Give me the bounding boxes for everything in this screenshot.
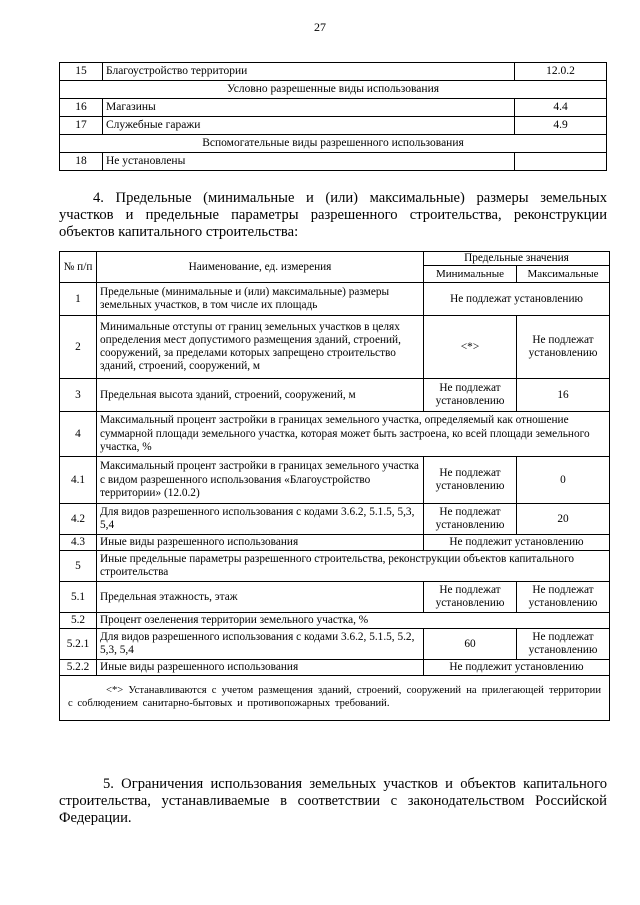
param-name: Для видов разрешенного использования с кодами 3.6.2, 5.1.5, 5,3, 5,4 xyxy=(97,504,424,535)
param-min: Не подлежат установлению xyxy=(424,457,517,504)
row-number: 1 xyxy=(60,283,97,316)
table-row xyxy=(60,316,610,379)
row-number: 3 xyxy=(60,379,97,412)
permitted-uses-table xyxy=(59,62,607,171)
param-value: Не подлежит установлению xyxy=(424,535,610,551)
use-name: Не установлены xyxy=(103,153,515,171)
use-code: 4.9 xyxy=(515,117,607,135)
section-row xyxy=(60,135,607,153)
parameters-table xyxy=(59,251,610,721)
param-max: Не подлежат установлению xyxy=(517,316,610,379)
param-name: Предельная этажность, этаж xyxy=(97,582,424,613)
param-name: Предельные (минимальные и (или) максимальные) размеры земельных участков, в том числе их площадь xyxy=(97,283,424,316)
table-row xyxy=(60,457,610,504)
param-name: Максимальный процент застройки в границах земельного участка с видом разрешенного использования «Благоустройство территории» (12.0.2) xyxy=(97,457,424,504)
header-row xyxy=(60,252,610,266)
param-min: Не подлежат установлению xyxy=(424,379,517,412)
param-min: Не подлежат установлению xyxy=(424,504,517,535)
table-row xyxy=(60,153,607,171)
param-value: Не подлежат установлению xyxy=(424,283,610,316)
param-name: Минимальные отступы от границ земельных участков в целях определения мест допустимого размещения зданий, строений, сооружений, за пределами которых запрещено строительство зданий, строений, сооружений, м xyxy=(97,316,424,379)
section-row xyxy=(60,81,607,99)
row-number: 17 xyxy=(60,117,103,135)
param-name: Предельная высота зданий, строений, сооружений, м xyxy=(97,379,424,412)
section-title: Вспомогательные виды разрешенного использования xyxy=(60,135,607,153)
row-number: 5 xyxy=(60,551,97,582)
row-number: 4 xyxy=(60,412,97,457)
param-value: Не подлежит установлению xyxy=(424,660,610,676)
section-title: Условно разрешенные виды использования xyxy=(60,81,607,99)
header-limits: Предельные значения xyxy=(424,252,610,266)
row-number: 2 xyxy=(60,316,97,379)
row-number: 5.2 xyxy=(60,613,97,629)
header-max: Максимальные xyxy=(517,266,610,283)
param-name: Максимальный процент застройки в границах земельного участка, определяемый как отношение суммарной площади земельного участка, которая может быть застроена, ко всей площади земельного участка, % xyxy=(97,412,610,457)
row-number: 4.2 xyxy=(60,504,97,535)
param-name: Иные виды разрешенного использования xyxy=(97,660,424,676)
param-max: 16 xyxy=(517,379,610,412)
use-code: 12.0.2 xyxy=(515,63,607,81)
table-row xyxy=(60,99,607,117)
row-number: 16 xyxy=(60,99,103,117)
use-name: Магазины xyxy=(103,99,515,117)
header-num: № п/п xyxy=(60,252,97,283)
table-row xyxy=(60,629,610,660)
row-number: 4.3 xyxy=(60,535,97,551)
row-number: 5.2.1 xyxy=(60,629,97,660)
use-name: Благоустройство территории xyxy=(103,63,515,81)
row-number: 18 xyxy=(60,153,103,171)
table-row xyxy=(60,504,610,535)
row-number: 4.1 xyxy=(60,457,97,504)
table-row xyxy=(60,582,610,613)
param-name: Для видов разрешенного использования с кодами 3.6.2, 5.1.5, 5.2, 5,3, 5,4 xyxy=(97,629,424,660)
param-max: Не подлежат установлению xyxy=(517,629,610,660)
table-row xyxy=(60,551,610,582)
table-row xyxy=(60,63,607,81)
param-name: Иные предельные параметры разрешенного строительства, реконструкции объектов капитального строительства xyxy=(97,551,610,582)
param-min: 60 xyxy=(424,629,517,660)
use-code xyxy=(515,153,607,171)
table-row xyxy=(60,535,610,551)
param-name: Процент озеленения территории земельного участка, % xyxy=(97,613,610,629)
header-min: Минимальные xyxy=(424,266,517,283)
table-row xyxy=(60,412,610,457)
table-row xyxy=(60,283,610,316)
table-row xyxy=(60,117,607,135)
param-min: Не подлежат установлению xyxy=(424,582,517,613)
param-max: 20 xyxy=(517,504,610,535)
use-name: Служебные гаражи xyxy=(103,117,515,135)
table-row xyxy=(60,613,610,629)
paragraph-4: 4. Предельные (минимальные и (или) максимальные) размеры земельных участков и предельные параметры разрешенного строительства, реконструкции объектов капитального строительства: xyxy=(59,190,607,240)
row-number: 5.2.2 xyxy=(60,660,97,676)
param-max: 0 xyxy=(517,457,610,504)
row-number: 15 xyxy=(60,63,103,81)
param-min: <*> xyxy=(424,316,517,379)
row-number: 5.1 xyxy=(60,582,97,613)
header-name: Наименование, ед. измерения xyxy=(97,252,424,283)
table-row xyxy=(60,660,610,676)
param-name: Иные виды разрешенного использования xyxy=(97,535,424,551)
use-code: 4.4 xyxy=(515,99,607,117)
table-row xyxy=(60,379,610,412)
footnote-row xyxy=(60,676,610,721)
paragraph-5: 5. Ограничения использования земельных участков и объектов капитального строительства, устанавливаемые в соответствии с законодательством Российской Федерации. xyxy=(59,776,607,826)
param-max: Не подлежат установлению xyxy=(517,582,610,613)
page-number: 27 xyxy=(314,20,326,34)
footnote: <*> Устанавливаются с учетом размещения зданий, строений, сооружений на прилегающей территории с соблюдением санитарно-бытовых и противопожарных требований. xyxy=(60,676,610,721)
